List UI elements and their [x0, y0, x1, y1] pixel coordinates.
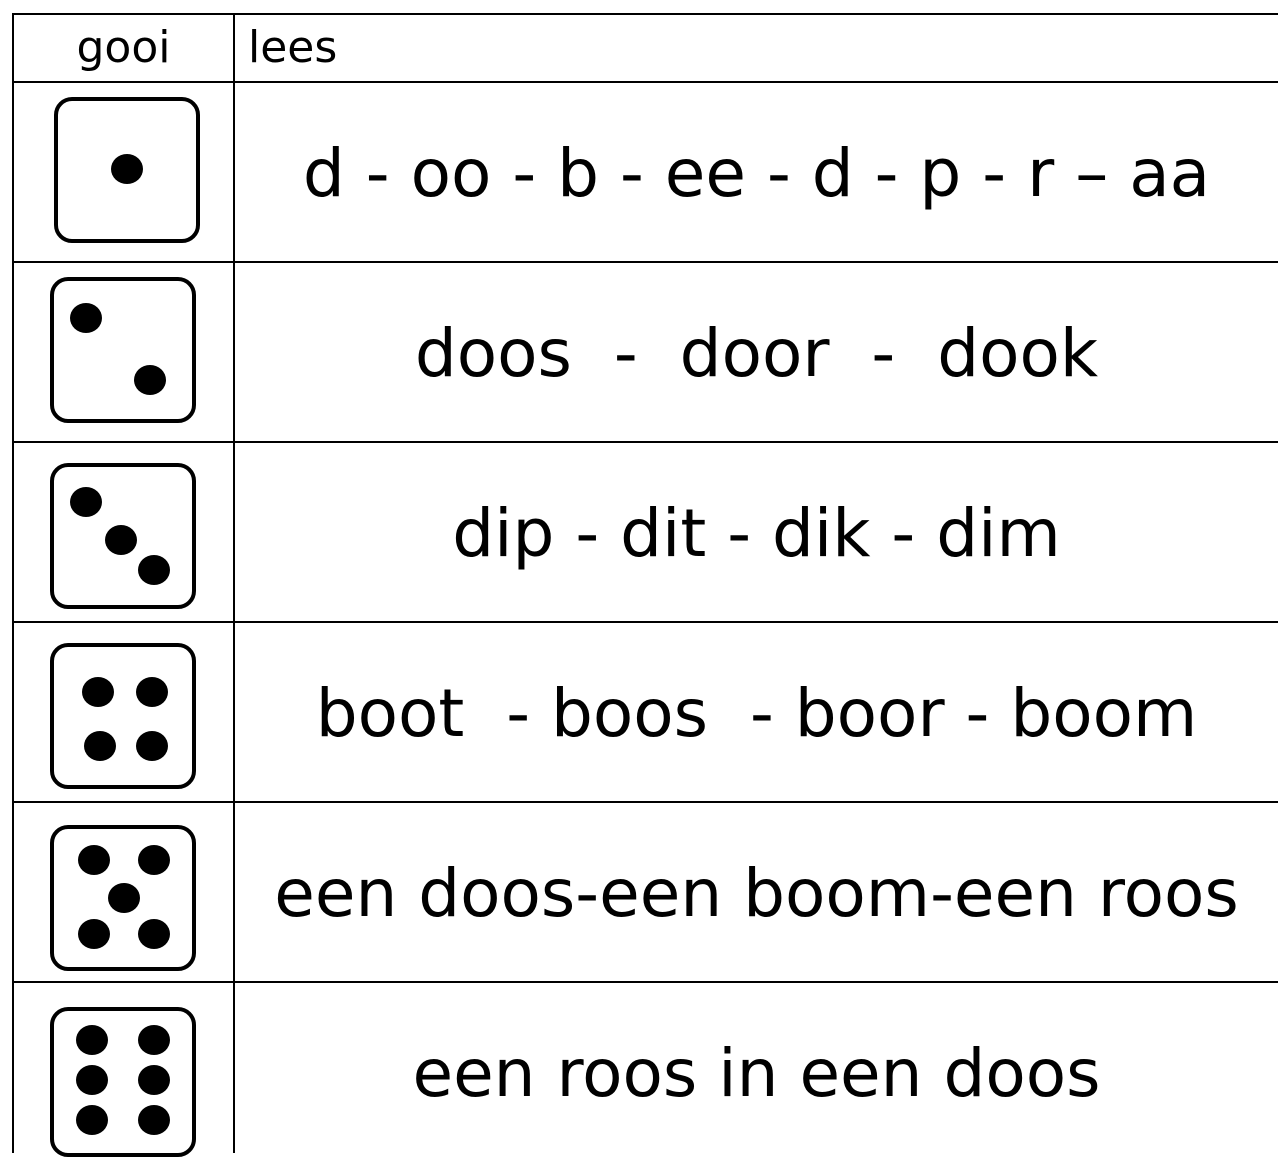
die-six-icon: [50, 1007, 196, 1157]
die-cell: [14, 983, 233, 1163]
die-two-icon: [50, 277, 196, 423]
pip: [108, 883, 140, 913]
die-five-icon: [50, 825, 196, 971]
die-cell: [14, 803, 233, 983]
pip: [105, 525, 137, 555]
reading-text: dip - dit - dik - dim: [452, 494, 1061, 572]
pip: [76, 1065, 108, 1095]
table-row: [14, 803, 1278, 983]
pip: [82, 677, 114, 707]
pip: [76, 1025, 108, 1055]
pip: [78, 919, 110, 949]
die-cell: [14, 443, 233, 623]
die-cell: [14, 263, 233, 443]
dice-reading-table: [12, 13, 1278, 1153]
pip: [70, 303, 102, 333]
die-three-icon: [50, 463, 196, 609]
table-row: [14, 623, 1278, 803]
pip: [134, 365, 166, 395]
table-row: [14, 443, 1278, 623]
pip: [84, 731, 116, 761]
table-row: [14, 983, 1278, 1163]
pip: [138, 845, 170, 875]
reading-text: boot - boos - boor - boom: [315, 674, 1198, 752]
header-lees: lees: [248, 22, 338, 73]
pip: [76, 1105, 108, 1135]
die-cell: [14, 623, 233, 803]
pip: [111, 154, 143, 184]
pip: [138, 555, 170, 585]
reading-text: een roos in een doos: [412, 1034, 1101, 1112]
table-row: [14, 83, 1278, 263]
pip: [78, 845, 110, 875]
reading-text: een doos-een boom-een roos: [274, 854, 1239, 932]
pip: [138, 1025, 170, 1055]
pip: [136, 677, 168, 707]
pip: [138, 919, 170, 949]
header-gooi: gooi: [76, 22, 171, 73]
pip: [138, 1065, 170, 1095]
pip: [136, 731, 168, 761]
pip: [138, 1105, 170, 1135]
die-one-icon: [54, 97, 200, 243]
die-four-icon: [50, 643, 196, 789]
die-cell: [14, 83, 233, 263]
table-row: [14, 263, 1278, 443]
reading-text: doos - door - dook: [414, 314, 1099, 392]
reading-text: d - oo - b - ee - d - p - r – aa: [302, 134, 1211, 212]
pip: [70, 487, 102, 517]
